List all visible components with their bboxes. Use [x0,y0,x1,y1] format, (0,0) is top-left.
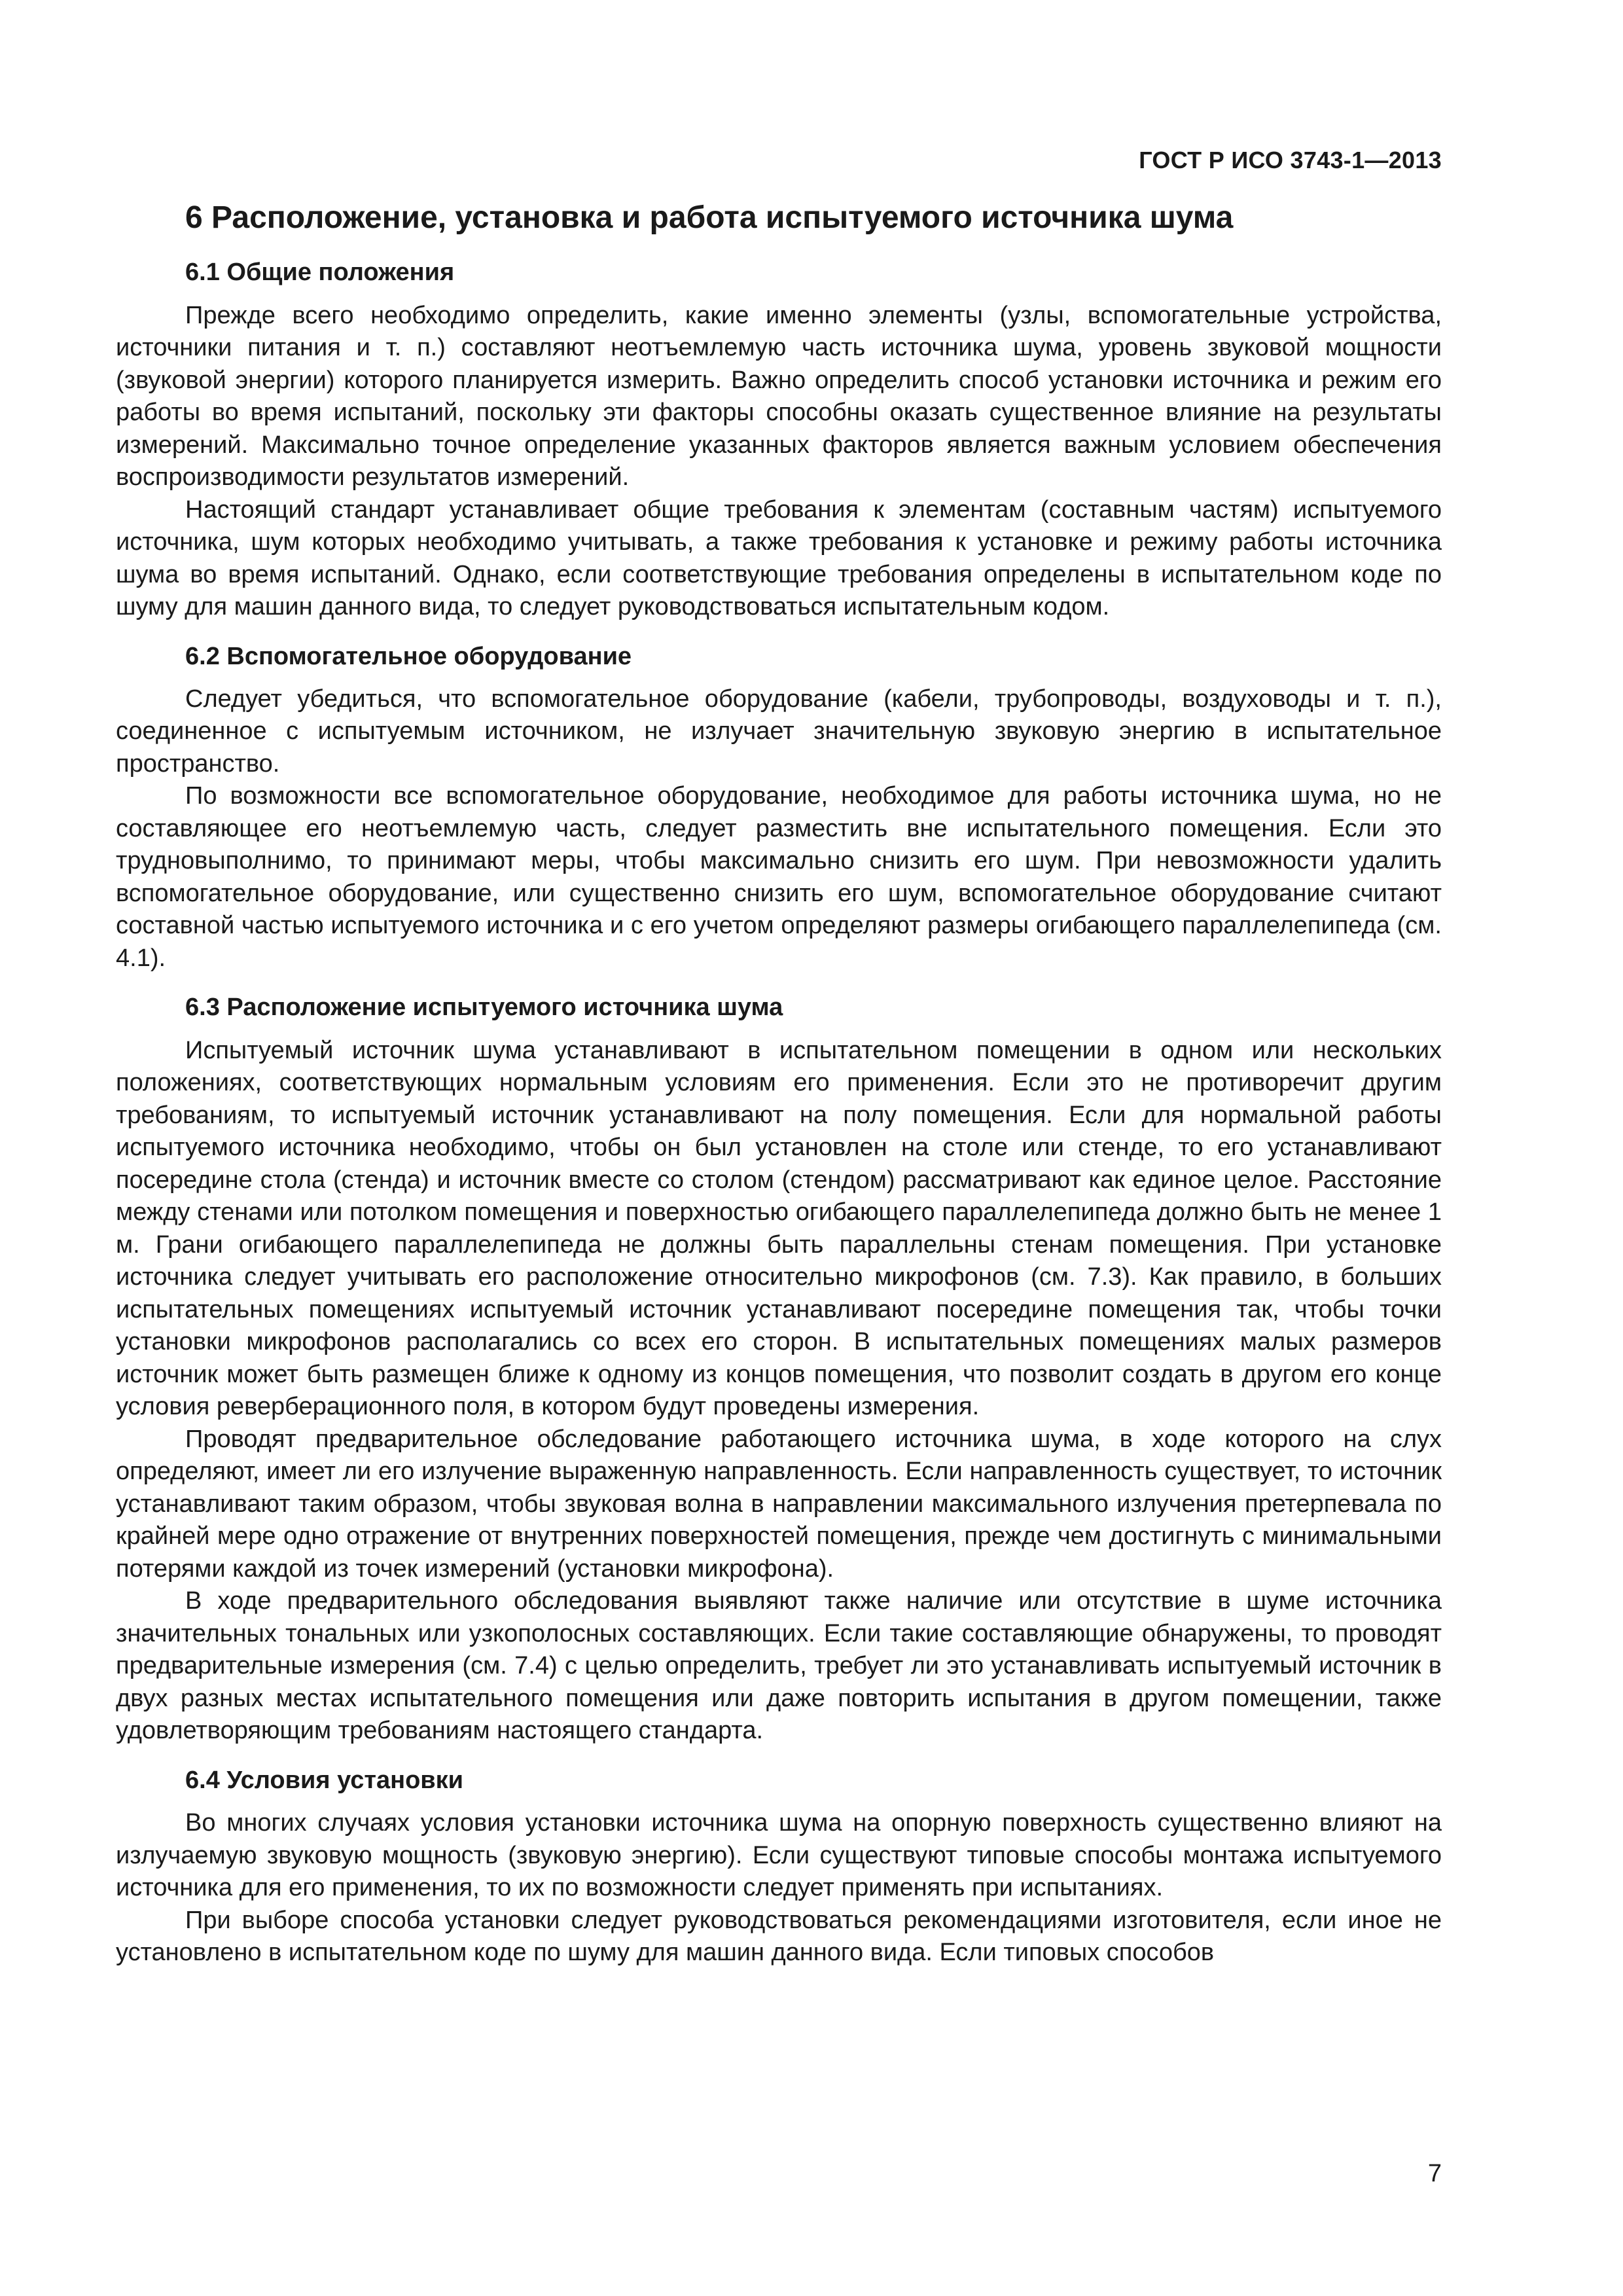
section-title: 6 Расположение, установка и работа испытуемого источника шума [185,200,1234,235]
page-number: 7 [1427,2160,1442,2187]
subsection-title-6-4: 6.4 Условия установки [185,1766,464,1794]
subsection-title-6-3: 6.3 Расположение испытуемого источника шума [185,994,783,1022]
paragraph: Испытуемый источник шума устанавливают в испытательном помещении в одном или нескольких положениях, соответствующих нормальным условиям его применения. Если это не противоречит другим требованиям, то испытуемый источник устанавливают на полу помещения. Если для нормальной работы испытуемого источника необходимо, чтобы он был установлен на столе или стенде, то его устанавливают посередине стола (стенда) и источник вместе со столом (стендом) рассматривают как единое целое. Расстояние между стенами или потолком помещения и поверхностью огибающего параллелепипеда должно быть не менее 1 м. Грани огибающего параллелепипеда не должны быть параллельны стенам помещения. При установке источника следует учитывать его расположение относительно микрофонов (см. 7.3). Как правило, в больших испытательных помещениях испытуемый источник устанавливают посередине помещения так, чтобы точки установки микрофонов располагались со всех его сторон. В испытательных помещениях малых размеров источник может быть размещен ближе к одному из концов помещения, что позволит создать в другом его конце условия реверберационного поля, в котором будут проведены измерения. [116,1036,1442,1421]
subsection-title-6-2: 6.2 Вспомогательное оборудование [185,642,632,670]
paragraph: Следует убедиться, что вспомогательное оборудование (кабели, трубопроводы, воздуховоды и т. п.), соединенное с испытуемым источником, не излучает значительную звуковую энергию в испытательное пространство. [116,685,1442,778]
paragraph: При выборе способа установки следует руководствоваться рекомендациями изготовителя, если иное не установлено в испытательном коде по шуму для машин данного вида. Если типовых способов [116,1906,1442,1967]
page-content [116,200,1442,1969]
paragraph: По возможности все вспомогательное оборудование, необходимое для работы источника шума, но не составляющее его неотъемлемую часть, следует разместить вне испытательного помещения. Если это трудновыполнимо, то принимают меры, чтобы максимально снизить его шум. При невозможности удалить вспомогательное оборудование, или существенно снизить его шум, вспомогательное оборудование считают составной частью испытуемого источника и с его учетом определяют размеры огибающего параллелепипеда (см. 4.1). [116,782,1442,972]
document-code: ГОСТ Р ИСО 3743-1—2013 [1139,147,1442,173]
paragraph: В ходе предварительного обследования выявляют также наличие или отсутствие в шуме источника значительных тональных или узкополосных составляющих. Если такие составляющие обнаружены, то проводят предварительные измерения (см. 7.4) с целью определить, требует ли это устанавливать испытуемый источник в двух разных местах испытательного помещения или даже повторить испытания в другом помещении, также удовлетворяющим требованиям настоящего стандарта. [116,1587,1442,1745]
paragraph: Проводят предварительное обследование работающего источника шума, в ходе которого на слух определяют, имеет ли его излучение выраженную направленность. Если направленность существует, то источник устанавливают таким образом, чтобы звуковая волна в направлении максимального излучения претерпевала по крайней мере одно отражение от внутренних поверхностей помещения, прежде чем достигнуть с минимальными потерями каждой из точек измерений (установки микрофона). [116,1425,1442,1583]
subsection-title-6-1: 6.1 Общие положения [185,259,455,287]
paragraph: Настоящий стандарт устанавливает общие требования к элементам (составным частям) испытуемого источника, шум которых необходимо учитывать, а также требования к установке и режиму работы источника шума во время испытаний. Однако, если соответствующие требования определены в испытательном коде по шуму для машин данного вида, то следует руководствоваться испытательным кодом. [116,495,1442,621]
paragraph: Прежде всего необходимо определить, какие именно элементы (узлы, вспомогательные устройства, источники питания и т. п.) составляют неотъемлемую часть источника шума, уровень звуковой мощности (звуковой энергии) которого планируется измерить. Важно определить способ установки источника и режим его работы во время испытаний, поскольку эти факторы способны оказать существенное влияние на результаты измерений. Максимально точное определение указанных факторов является важным условием обеспечения воспроизводимости результатов измерений. [116,301,1442,492]
paragraph: Во многих случаях условия установки источника шума на опорную поверхность существенно влияют на излучаемую звуковую мощность (звуковую энергию). Если существуют типовые способы монтажа испытуемого источника для его применения, то их по возможности следует применять при испытаниях. [116,1809,1442,1902]
